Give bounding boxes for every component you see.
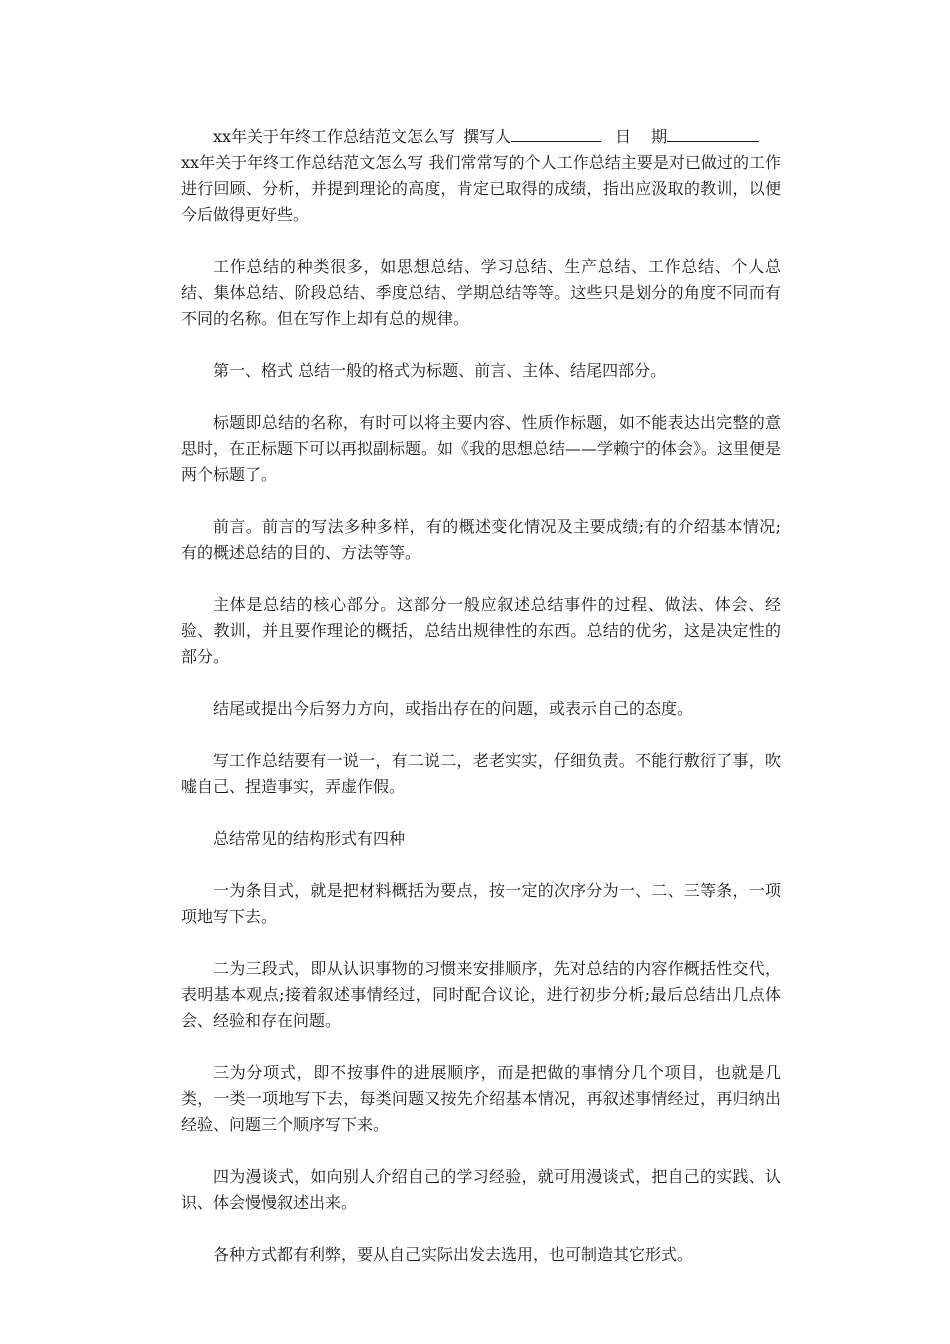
paragraph-body: 主体是总结的核心部分。这部分一般应叙述总结事件的过程、做法、体会、经验、教训，并且要作理论的概括，总结出规律性的东西。总结的优劣，这是决定性的部分。 bbox=[181, 595, 781, 666]
paragraph-types: 工作总结的种类很多，如思想总结、学习总结、生产总结、工作总结、个人总结、集体总结、阶段总结、季度总结、学期总结等等。这些只是划分的角度不同而有不同的名称。但在写作上却有总的规律。 bbox=[181, 257, 781, 328]
author-blank bbox=[511, 127, 601, 142]
paragraph-structures-heading: 总结常见的结构形式有四种 bbox=[213, 829, 406, 848]
paragraph-format: 第一、格式 总结一般的格式为标题、前言、主体、结尾四部分。 bbox=[213, 361, 667, 380]
date-blank bbox=[667, 127, 759, 142]
paragraph-intro: xx年关于年终工作总结范文怎么写 我们常常写的个人工作总结主要是对已做过的工作进行回顾、分析，并提到理论的高度，肯定已取得的成绩，指出应汲取的教训，以便今后做得更好些。 bbox=[181, 153, 781, 224]
paragraph-structure-1: 一为条目式，就是把材料概括为要点，按一定的次序分为一、二、三等条，一项项地写下去。 bbox=[181, 881, 781, 926]
paragraph-honesty: 写工作总结要有一说一，有二说二，老老实实，仔细负责。不能行敷衍了事，吹嘘自己、捏造事实，弄虚作假。 bbox=[181, 751, 781, 796]
paragraph-structure-3: 三为分项式，即不按事件的进展顺序，而是把做的事情分几个项目，也就是几类，一类一项地写下去，每类问题又按先介绍基本情况，再叙述事情经过，再归纳出经验、问题三个顺序写下来。 bbox=[181, 1063, 781, 1134]
paragraph-structure-4: 四为漫谈式，如向别人介绍自己的学习经验，就可用漫谈式，把自己的实践、认识、体会慢慢叙述出来。 bbox=[181, 1167, 781, 1212]
date-label: 日 期 bbox=[615, 127, 668, 146]
document-page bbox=[181, 124, 781, 1294]
document-header bbox=[181, 124, 781, 150]
author-label: 撰写人 bbox=[463, 127, 512, 146]
paragraph-structure-2: 二为三段式，即从认识事物的习惯来安排顺序，先对总结的内容作概括性交代，表明基本观点;接着叙述事情经过，同时配合议论，进行初步分析;最后总结出几点体会、经验和存在问题。 bbox=[181, 959, 781, 1030]
paragraph-ending: 结尾或提出今后努力方向，或指出存在的问题，或表示自己的态度。 bbox=[213, 699, 694, 718]
paragraph-title: 标题即总结的名称，有时可以将主要内容、性质作标题，如不能表达出完整的意思时，在正标题下可以再拟副标题。如《我的思想总结——学赖宁的体会》。这里便是两个标题了。 bbox=[181, 413, 782, 484]
paragraph-conclusion: 各种方式都有利弊，要从自己实际出发去选用，也可制造其它形式。 bbox=[213, 1245, 694, 1264]
paragraph-preface: 前言。前言的写法多种多样，有的概述变化情况及主要成绩;有的介绍基本情况;有的概述总结的目的、方法等等。 bbox=[181, 517, 781, 562]
document-title: xx年关于年终工作总结范文怎么写 bbox=[213, 127, 456, 146]
